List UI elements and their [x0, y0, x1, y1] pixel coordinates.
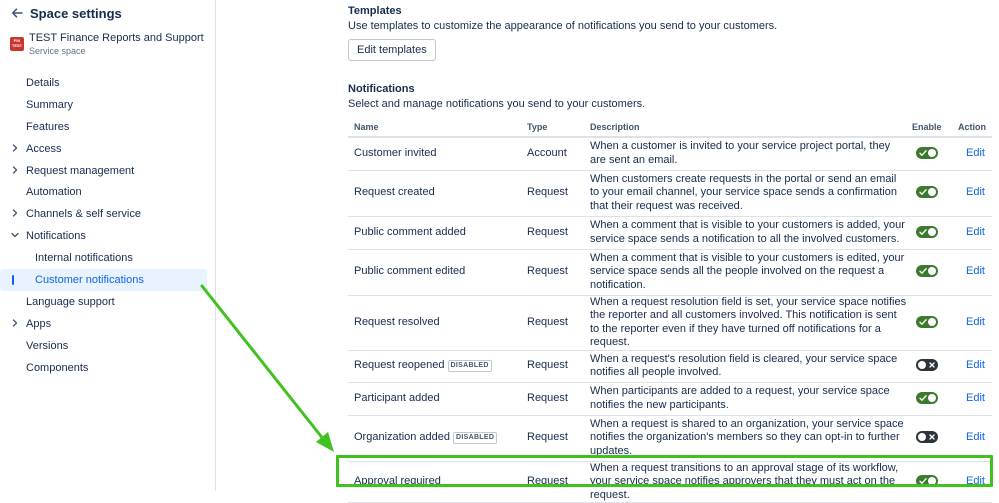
check-icon	[918, 227, 928, 237]
notification-name: Public comment edited	[354, 265, 466, 278]
notification-name-cell	[348, 350, 527, 382]
notification-name-cell	[348, 249, 527, 295]
enable-cell	[912, 249, 958, 295]
sidebar-item-request-management[interactable]	[0, 160, 216, 182]
action-cell	[958, 170, 992, 216]
enable-toggle[interactable]	[916, 392, 938, 404]
chevron-right-icon[interactable]	[10, 208, 20, 218]
action-cell	[958, 382, 992, 415]
table-row	[348, 137, 992, 170]
notification-description: When a request is shared to an organization, your service space notifies the organization's members so they can opt-in to further updates.	[590, 415, 912, 461]
notification-type: Request	[527, 170, 590, 216]
sidebar-item-language-support[interactable]	[0, 291, 216, 313]
templates-title: Templates	[348, 5, 402, 17]
sidebar-item-label: Notifications	[26, 230, 86, 243]
notification-description: When a request's resolution field is cleared, your service space notifies all people involved.	[590, 350, 912, 382]
space-identity	[10, 32, 204, 57]
disabled-badge: DISABLED	[448, 360, 492, 372]
action-cell	[958, 137, 992, 170]
notification-type: Request	[527, 216, 590, 249]
sidebar-item-label: Request management	[26, 164, 135, 177]
notification-type: Account	[527, 137, 590, 170]
notification-name: Customer invited	[354, 147, 437, 159]
toggle-knob	[928, 149, 936, 157]
edit-link[interactable]: Edit	[966, 431, 985, 444]
sidebar-item-customer-notifications[interactable]	[0, 269, 207, 291]
sidebar-item-label: Summary	[26, 98, 74, 111]
edit-link[interactable]: Edit	[966, 265, 985, 278]
notification-description: When participants are added to a request, your service space notifies the new participants.	[590, 382, 912, 415]
enable-cell	[912, 216, 958, 249]
enable-cell	[912, 295, 958, 350]
sidebar-item-label: Internal notifications	[35, 252, 133, 265]
sidebar-item-label: Automation	[26, 186, 82, 199]
settings-nav	[0, 72, 216, 378]
notifications-title: Notifications	[348, 83, 415, 95]
column-header-description: Description	[590, 117, 912, 137]
sidebar-item-label: Language support	[26, 295, 115, 308]
notification-name-cell	[348, 415, 527, 461]
toggle-knob	[928, 188, 936, 196]
check-icon	[918, 266, 928, 276]
action-cell	[958, 295, 992, 350]
sidebar-item-label: Versions	[26, 339, 69, 352]
toggle-knob	[918, 433, 926, 441]
sidebar-item-details[interactable]	[0, 72, 216, 94]
templates-description: Use templates to customize the appearance of notifications you send to your customers.	[348, 20, 778, 32]
sidebar-item-access[interactable]	[0, 138, 216, 160]
notification-name: Request reopened	[354, 359, 445, 372]
edit-link[interactable]: Edit	[966, 475, 985, 487]
table-row	[348, 249, 992, 295]
sidebar-item-channels[interactable]	[0, 203, 216, 225]
column-header-action: Action	[958, 117, 992, 137]
chevron-down-icon[interactable]	[10, 230, 20, 240]
check-icon	[918, 476, 928, 486]
edit-link[interactable]: Edit	[966, 147, 985, 159]
notification-type: Request	[527, 249, 590, 295]
enable-toggle[interactable]	[916, 226, 938, 238]
table-row	[348, 216, 992, 249]
sidebar-item-label: Apps	[26, 317, 52, 330]
edit-templates-button[interactable]: Edit templates	[348, 39, 436, 61]
table-row	[348, 382, 992, 415]
notification-name: Request resolved	[354, 315, 440, 328]
notification-name-cell	[348, 216, 527, 249]
sidebar-item-label: Access	[26, 142, 62, 155]
notification-type: Request	[527, 382, 590, 415]
sidebar-item-notifications[interactable]	[0, 225, 216, 247]
check-icon	[918, 317, 928, 327]
column-header-name: Name	[348, 117, 527, 137]
notification-description: When a customer is invited to your service project portal, they are sent an email.	[590, 137, 912, 170]
sidebar-item-label: Components	[26, 361, 89, 374]
chevron-right-icon[interactable]	[10, 318, 20, 328]
action-cell	[958, 249, 992, 295]
sidebar-item-label: Customer notifications	[35, 273, 144, 286]
sidebar-item-summary[interactable]	[0, 94, 216, 116]
enable-toggle[interactable]	[916, 316, 938, 328]
chevron-right-icon[interactable]	[10, 165, 20, 175]
action-cell	[958, 216, 992, 249]
edit-link[interactable]: Edit	[966, 391, 985, 404]
notification-name-cell	[348, 137, 527, 170]
sidebar-item-features[interactable]	[0, 116, 216, 138]
table-row	[348, 295, 992, 350]
sidebar-item-automation[interactable]	[0, 181, 216, 203]
notifications-table	[348, 117, 992, 503]
toggle-knob	[928, 394, 936, 402]
sidebar-item-components[interactable]	[0, 357, 216, 379]
sidebar-title: Space settings	[30, 5, 122, 21]
toggle-knob	[918, 361, 926, 369]
edit-link[interactable]: Edit	[966, 225, 985, 238]
edit-link[interactable]: Edit	[966, 315, 985, 328]
disabled-badge: DISABLED	[453, 432, 497, 444]
enable-toggle[interactable]	[916, 147, 938, 159]
notification-name-cell	[348, 461, 527, 503]
table-row	[348, 461, 992, 503]
toggle-knob	[928, 267, 936, 275]
enable-cell	[912, 170, 958, 216]
sidebar-item-label: Details	[26, 76, 60, 89]
check-icon	[918, 393, 928, 403]
notification-description: When a request resolution field is set, your service space notifies the reporter and all customers involved. This notification is sent to the reporter even if they have turned off notifications for a request.	[590, 295, 912, 350]
sidebar-item-label: Channels & self service	[26, 208, 141, 221]
column-header-enable: Enable	[912, 117, 958, 137]
enable-cell	[912, 137, 958, 170]
settings-sidebar	[0, 0, 216, 491]
notifications-description: Select and manage notifications you send to your customers.	[348, 98, 646, 110]
sidebar-item-internal-notifications[interactable]	[0, 247, 216, 269]
space-avatar: FIN TEST	[10, 37, 24, 51]
enable-cell	[912, 350, 958, 382]
table-row	[348, 170, 992, 216]
toggle-knob	[928, 477, 936, 485]
check-icon	[918, 148, 928, 158]
chevron-right-icon[interactable]	[10, 143, 20, 153]
notification-description: When customers create requests in the portal or send an email to your email channel, your service space sends a confirmation that their request was received.	[590, 170, 912, 216]
enable-cell	[912, 461, 958, 503]
sidebar-header	[10, 5, 122, 21]
notification-description: When a comment that is visible to your customers is edited, your service space sends all the people involved on the request a notification.	[590, 249, 912, 295]
enable-toggle[interactable]	[916, 475, 938, 487]
edit-link[interactable]: Edit	[966, 186, 985, 199]
notification-name: Public comment added	[354, 225, 466, 238]
notification-name: Approval required	[354, 475, 441, 487]
action-cell	[958, 350, 992, 382]
notification-name: Participant added	[354, 391, 440, 404]
enable-toggle[interactable]	[916, 359, 938, 371]
toggle-knob	[928, 228, 936, 236]
enable-toggle[interactable]	[916, 186, 938, 198]
notification-name: Request created	[354, 186, 435, 199]
sidebar-item-label: Features	[26, 120, 70, 133]
enable-cell	[912, 382, 958, 415]
notification-name-cell	[348, 382, 527, 415]
edit-link[interactable]: Edit	[966, 359, 985, 372]
table-row	[348, 350, 992, 382]
table-header-row	[348, 117, 992, 137]
toggle-knob	[928, 318, 936, 326]
notification-name: Organization added	[354, 431, 451, 444]
notification-type: Request	[527, 415, 590, 461]
back-arrow-icon[interactable]	[10, 6, 24, 20]
close-icon	[927, 360, 937, 370]
sidebar-item-versions[interactable]	[0, 335, 216, 357]
table-row	[348, 415, 992, 461]
main-content	[216, 0, 999, 501]
notification-type: Request	[527, 295, 590, 350]
space-type: Service space	[29, 46, 86, 56]
close-icon	[927, 432, 937, 442]
notification-description: When a comment that is visible to your customers is added, your service space sends a notification to all the involved customers.	[590, 216, 912, 249]
notification-type: Request	[527, 350, 590, 382]
sidebar-item-apps[interactable]	[0, 313, 216, 335]
enable-toggle[interactable]	[916, 265, 938, 277]
notification-description: When a request transitions to an approval stage of its workflow, your service space notifies approvers that they must act on the request.	[590, 461, 912, 503]
column-header-type: Type	[527, 117, 590, 137]
notification-type: Request	[527, 461, 590, 503]
action-cell	[958, 415, 992, 461]
enable-cell	[912, 415, 958, 461]
action-cell	[958, 461, 992, 503]
enable-toggle[interactable]	[916, 431, 938, 443]
notification-name-cell	[348, 295, 527, 350]
notification-name-cell	[348, 170, 527, 216]
space-name: TEST Finance Reports and Support	[29, 32, 204, 44]
check-icon	[918, 187, 928, 197]
